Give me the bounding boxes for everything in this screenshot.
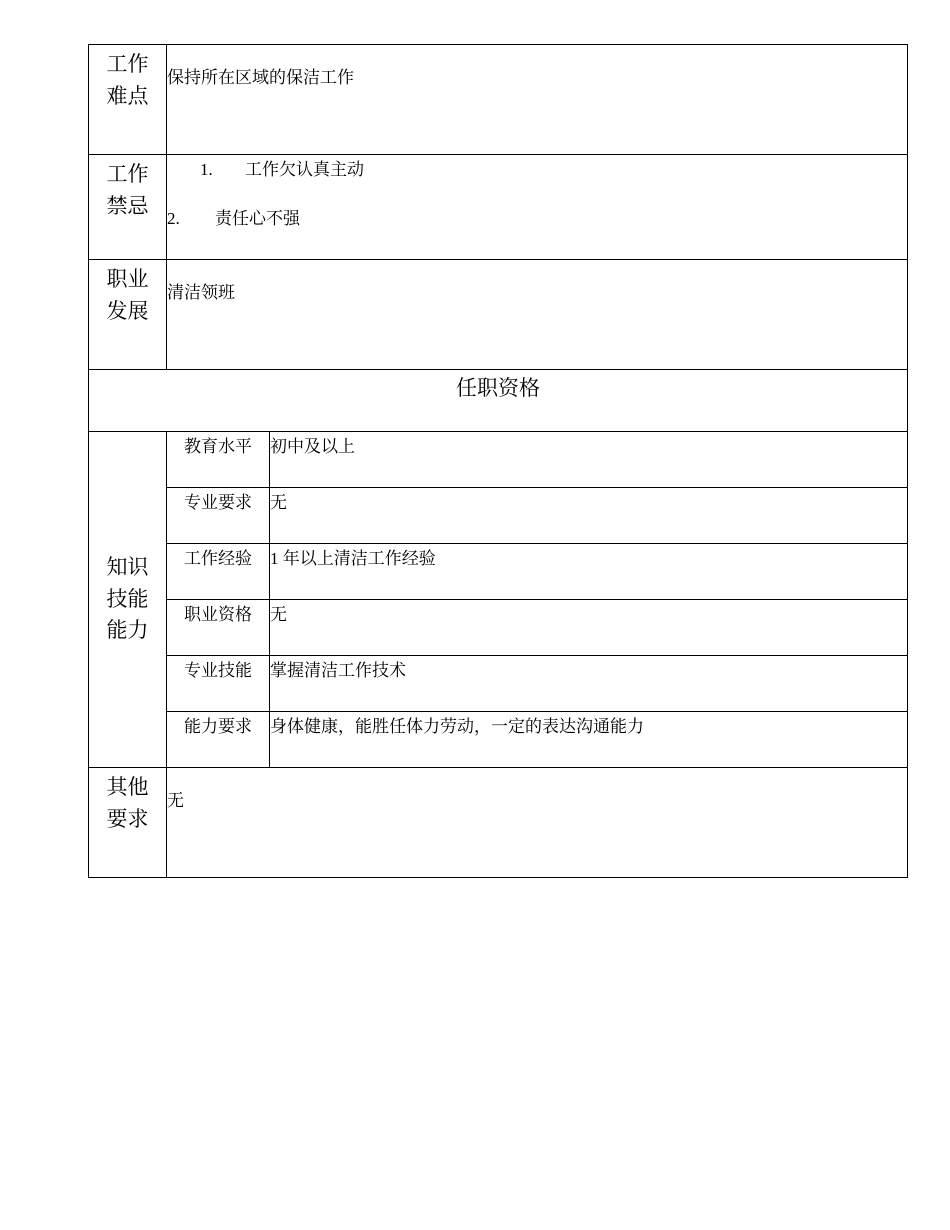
career-development-label: 职业 发展: [89, 260, 167, 370]
list-item: 1. 工作欠认真主动: [200, 160, 364, 179]
major-requirement-label: 专业要求: [167, 488, 270, 544]
education-level-label: 教育水平: [167, 432, 270, 488]
qualifications-title: 任职资格: [89, 370, 908, 432]
professional-skills-value: 掌握清洁工作技术: [270, 656, 908, 712]
work-experience-label: 工作经验: [167, 544, 270, 600]
row-job-taboos: [89, 155, 908, 260]
table-row: [89, 488, 908, 544]
row-job-difficulty: [89, 45, 908, 155]
ability-requirement-label: 能力要求: [167, 712, 270, 768]
professional-skills-label: 专业技能: [167, 656, 270, 712]
ability-requirement-value: 身体健康，能胜任体力劳动，一定的表达沟通能力: [270, 712, 908, 768]
career-development-value: 清洁领班: [167, 260, 908, 370]
table-row: [89, 600, 908, 656]
professional-qualification-value: 无: [270, 600, 908, 656]
row-qualifications-title: [89, 370, 908, 432]
table-row: [89, 656, 908, 712]
work-experience-value: 1 年以上清洁工作经验: [270, 544, 908, 600]
row-career-development: [89, 260, 908, 370]
other-requirements-label: 其他 要求: [89, 768, 167, 878]
table-row: [89, 712, 908, 768]
education-level-value: 初中及以上: [270, 432, 908, 488]
table-row: [89, 432, 908, 488]
job-description-table: [88, 44, 908, 878]
other-requirements-value: 无: [167, 768, 908, 878]
job-difficulty-label: 工作 难点: [89, 45, 167, 155]
job-taboos-list: [167, 155, 908, 260]
list-item: 2. 责任心不强: [167, 209, 300, 229]
major-requirement-value: 无: [270, 488, 908, 544]
knowledge-skills-ability-label: 知识 技能 能力: [89, 432, 167, 768]
job-difficulty-value: 保持所在区域的保洁工作: [167, 45, 908, 155]
row-other-requirements: [89, 768, 908, 878]
table-row: [89, 544, 908, 600]
job-taboos-label: 工作 禁忌: [89, 155, 167, 260]
professional-qualification-label: 职业资格: [167, 600, 270, 656]
